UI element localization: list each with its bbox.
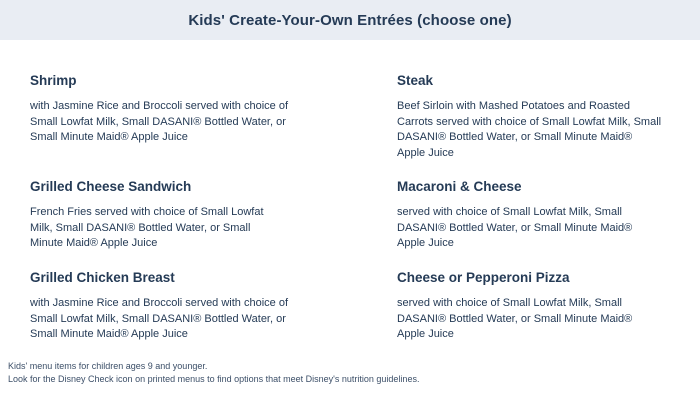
menu-item-name: Macaroni & Cheese bbox=[397, 179, 522, 194]
footnote-disney-check: Look for the Disney Check icon on printed menus to find options that meet Disney's nutrition guidelines. bbox=[8, 374, 420, 384]
footnotes bbox=[8, 360, 419, 386]
section-header bbox=[0, 0, 700, 40]
menu-item-grilled-chicken bbox=[30, 269, 300, 343]
menu-item-name: Cheese or Pepperoni Pizza bbox=[397, 270, 570, 285]
menu-item-name: Steak bbox=[397, 73, 434, 88]
section-title: Kids' Create-Your-Own Entrées (choose one) bbox=[188, 11, 512, 29]
menu-item-name: Shrimp bbox=[30, 73, 77, 88]
menu-item-description: French Fries served with choice of Small Lowfat Milk, Small DASANI® Bottled Water, or Small Minute Maid® Apple Juice bbox=[30, 206, 264, 249]
menu-item-description: served with choice of Small Lowfat Milk, Small DASANI® Bottled Water, or Small Minute Maid® Apple Juice bbox=[397, 297, 633, 340]
menu-item-shrimp bbox=[30, 72, 300, 146]
footnote-age: Kids' menu items for children ages 9 and younger. bbox=[8, 361, 208, 371]
menu-item-description: with Jasmine Rice and Broccoli served with choice of Small Lowfat Milk, Small DASANI® Bottled Water, or Small Minute Maid® Apple Juice bbox=[30, 297, 289, 340]
menu-item-name: Grilled Cheese Sandwich bbox=[30, 179, 192, 194]
menu-item-description: with Jasmine Rice and Broccoli served with choice of Small Lowfat Milk, Small DASANI® Bottled Water, or Small Minute Maid® Apple Juice bbox=[30, 100, 289, 143]
menu-item-pizza bbox=[397, 269, 662, 343]
menu-item-name: Grilled Chicken Breast bbox=[30, 270, 175, 285]
menu-item-macaroni-cheese bbox=[397, 178, 662, 252]
menu-item-steak bbox=[397, 72, 662, 161]
menu-item-description: Beef Sirloin with Mashed Potatoes and Roasted Carrots served with choice of Small Lowfat Milk, Small DASANI® Bottled Water, or Small Minute Maid® Apple Juice bbox=[397, 100, 662, 159]
menu-item-description: served with choice of Small Lowfat Milk, Small DASANI® Bottled Water, or Small Minute Maid® Apple Juice bbox=[397, 206, 633, 249]
menu-item-grilled-cheese bbox=[30, 178, 285, 252]
